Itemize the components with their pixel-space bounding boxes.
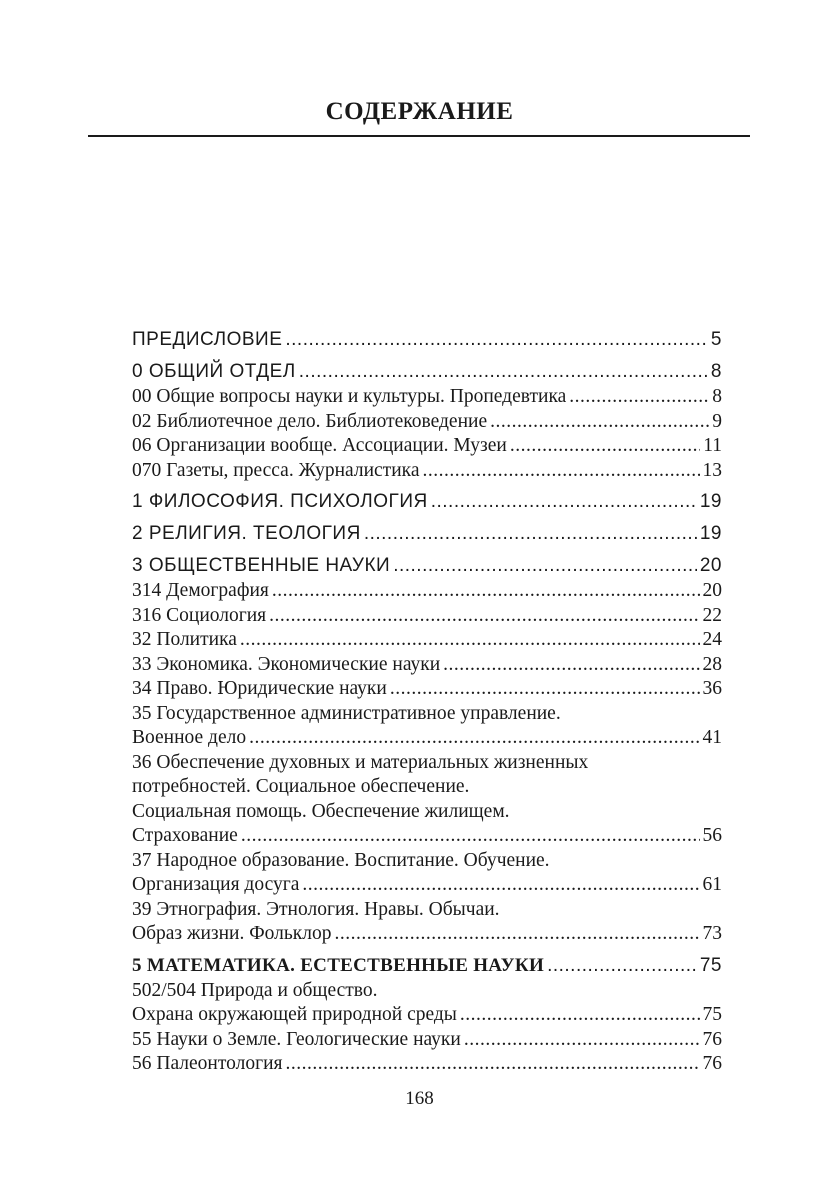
toc-entry-title: 070 Газеты, пресса. Журналистика — [132, 459, 420, 481]
toc-entry-page: 19 — [699, 491, 722, 512]
toc-entry-page: 76 — [702, 1028, 722, 1050]
toc-entry-page: 28 — [702, 653, 722, 675]
toc-entry-title: ПРЕДИСЛОВИЕ — [132, 329, 283, 350]
page-title: СОДЕРЖАНИЕ — [325, 98, 514, 125]
toc-entry-title: 0 ОБЩИЙ ОТДЕЛ — [132, 361, 296, 382]
toc-entry-title: 55 Науки о Земле. Геологические науки — [132, 1028, 461, 1050]
toc-entry-page: 24 — [702, 629, 722, 650]
toc-entry-title: 3 ОБЩЕСТВЕННЫЕ НАУКИ — [132, 555, 391, 576]
toc-entry-page: 19 — [699, 523, 722, 544]
toc-entry-title: 02 Библиотечное дело. Библиотековедение — [132, 410, 488, 432]
toc-entry-title: 32 Политика — [132, 629, 237, 650]
toc-entry[interactable] — [132, 385, 722, 410]
toc-entry-page: 61 — [702, 874, 722, 895]
toc-entry-title: 5 МАТЕМАТИКА. ЕСТЕСТВЕННЫЕ НАУКИ — [132, 954, 545, 976]
dot-leader — [285, 327, 708, 353]
toc-entry[interactable] — [132, 849, 722, 898]
toc-entry-page: 36 — [702, 678, 722, 699]
toc-entry-page: 9 — [712, 410, 722, 432]
toc-entry-title: Военное дело — [132, 727, 247, 748]
toc-entry[interactable] — [132, 579, 722, 604]
toc-entry-title: 37 Народное образование. Воспитание. Обучение. — [132, 849, 550, 871]
toc-entry[interactable] — [132, 1052, 722, 1077]
toc-entry-title: 36 Обеспечение духовных и материальных жизненных — [132, 751, 589, 773]
toc-entry[interactable] — [132, 702, 722, 751]
toc-entry-title: 39 Этнография. Этнология. Нравы. Обычаи. — [132, 898, 500, 920]
dot-leader — [299, 359, 708, 385]
toc-entry-title: Организация досуга — [132, 874, 300, 895]
toc-entry-page: 56 — [702, 825, 722, 846]
toc-entry[interactable] — [132, 751, 722, 849]
toc-entry-page: 20 — [699, 555, 722, 576]
toc-entry-page: 73 — [702, 923, 722, 944]
toc-entry[interactable] — [132, 459, 722, 484]
dot-leader — [393, 553, 697, 579]
dot-leader — [431, 489, 697, 515]
toc-entry[interactable] — [132, 628, 722, 653]
toc-entry-title: 1 ФИЛОСОФИЯ. ПСИХОЛОГИЯ — [132, 491, 428, 512]
toc-entry[interactable] — [132, 1028, 722, 1053]
toc-entry[interactable] — [132, 553, 722, 579]
title-rule — [88, 135, 750, 137]
toc-entry-title: Страхование — [132, 825, 238, 846]
toc-entry-page: 20 — [702, 580, 722, 601]
toc-entry-page: 8 — [710, 361, 722, 382]
toc-entry-title: 502/504 Природа и общество. — [132, 979, 378, 1001]
table-of-contents — [132, 327, 722, 1077]
toc-entry-title: 314 Демография — [132, 580, 269, 601]
toc-entry-title: 316 Социология — [132, 604, 267, 626]
toc-entry[interactable] — [132, 653, 722, 678]
toc-entry-title: 33 Экономика. Экономические науки — [132, 653, 441, 675]
dot-leader — [422, 459, 699, 484]
toc-entry-title: Образ жизни. Фольклор — [132, 923, 332, 944]
toc-entry[interactable] — [132, 898, 722, 947]
toc-entry-title: 06 Организации вообще. Ассоциации. Музеи — [132, 435, 507, 456]
dot-leader — [547, 953, 697, 979]
dot-leader — [510, 434, 700, 459]
dot-leader — [249, 726, 699, 751]
dot-leader — [443, 653, 699, 678]
dot-leader — [286, 1052, 700, 1077]
page-number: 168 — [405, 1088, 434, 1109]
toc-entry-page: 75 — [702, 1004, 722, 1025]
dot-leader — [269, 604, 699, 629]
toc-entry-page: 22 — [702, 604, 722, 626]
toc-entry[interactable] — [132, 677, 722, 702]
dot-leader — [302, 873, 699, 898]
dot-leader — [272, 579, 700, 604]
toc-entry[interactable] — [132, 604, 722, 629]
toc-entry[interactable] — [132, 327, 722, 353]
toc-entry-title: 56 Палеонтология — [132, 1053, 283, 1074]
toc-entry-page: 5 — [710, 329, 722, 350]
toc-entry[interactable] — [132, 521, 722, 547]
dot-leader — [240, 628, 700, 653]
dot-leader — [334, 922, 699, 947]
dot-leader — [460, 1003, 700, 1028]
dot-leader — [569, 385, 709, 410]
dot-leader — [464, 1028, 700, 1053]
toc-entry-title: 34 Право. Юридические науки — [132, 678, 387, 699]
toc-entry-title: 00 Общие вопросы науки и культуры. Пропедевтика — [132, 386, 567, 407]
toc-entry-page: 13 — [702, 459, 722, 481]
toc-entry-page: 11 — [703, 435, 722, 456]
dot-leader — [490, 410, 709, 435]
toc-entry-title: Охрана окружающей природной среды — [132, 1004, 457, 1025]
toc-entry[interactable] — [132, 359, 722, 385]
dot-leader — [390, 677, 700, 702]
toc-entry-title: потребностей. Социальное обеспечение. — [132, 776, 470, 797]
dot-leader — [364, 521, 697, 547]
toc-entry[interactable] — [132, 953, 722, 979]
toc-entry[interactable] — [132, 489, 722, 515]
toc-entry[interactable] — [132, 410, 722, 435]
toc-entry-title: Социальная помощь. Обеспечение жилищем. — [132, 800, 510, 822]
toc-entry-page: 76 — [702, 1053, 722, 1074]
toc-entry-title: 35 Государственное административное управление. — [132, 702, 561, 724]
toc-entry[interactable] — [132, 434, 722, 459]
toc-entry-page: 41 — [702, 727, 722, 748]
toc-entry[interactable] — [132, 979, 722, 1028]
toc-entry-page: 8 — [712, 386, 722, 407]
toc-entry-page: 75 — [699, 954, 722, 976]
toc-entry-title: 2 РЕЛИГИЯ. ТЕОЛОГИЯ — [132, 523, 361, 544]
dot-leader — [241, 824, 700, 849]
